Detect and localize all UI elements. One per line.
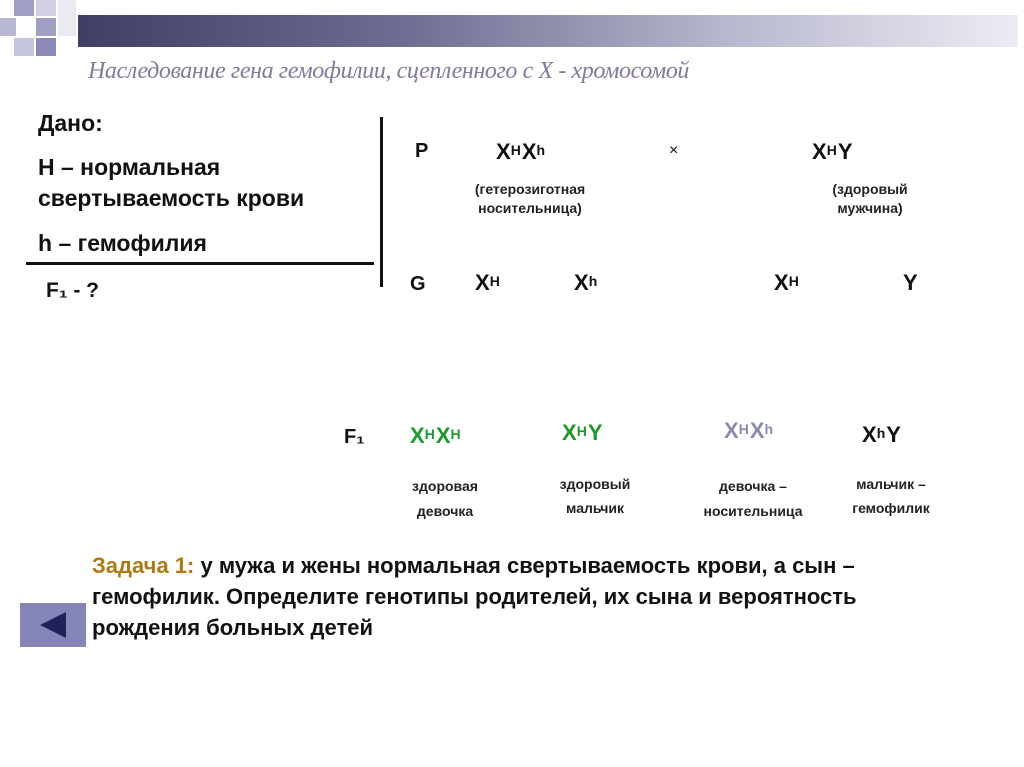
given-heading: Дано: bbox=[38, 110, 103, 136]
mother-genotype: $Х^НХ^h$ bbox=[496, 139, 546, 164]
deco-square bbox=[14, 38, 34, 56]
deco-square bbox=[36, 0, 56, 16]
father-description: (здоровый мужчина) bbox=[832, 181, 908, 216]
offspring-2-label: здоровый мальчик bbox=[559, 476, 631, 516]
deco-square bbox=[0, 18, 16, 36]
offspring-2-genotype: $Х^НY$ bbox=[562, 420, 603, 445]
task-text bbox=[92, 550, 912, 643]
given-line-3: h – гемофилия bbox=[38, 230, 207, 256]
given-divider bbox=[26, 262, 374, 265]
find-f1: F₁ - ? bbox=[46, 279, 100, 302]
p-label: Р bbox=[415, 140, 429, 162]
offspring-1-label: здоровая девочка bbox=[412, 478, 478, 519]
task-label: Задача 1: bbox=[92, 553, 195, 578]
deco-square bbox=[14, 0, 34, 16]
gamete-3: $Х^Н$ bbox=[774, 270, 799, 295]
given-line-2: свертываемость крови bbox=[38, 185, 305, 211]
father-genotype: $Х^НY$ bbox=[812, 139, 853, 164]
offspring-4-genotype: $Х^hY$ bbox=[862, 422, 901, 447]
task-body: у мужа и жены нормальная свертываемость крови, а сын – гемофилик. Определите генотипы родителей, их сына и вероятность рождения больных детей bbox=[92, 553, 857, 640]
slide-title: Наследование гена гемофилии, сцепленного с Х - хромосомой bbox=[88, 58, 690, 84]
offspring-3-label: девочка – носительница bbox=[703, 478, 803, 519]
deco-square bbox=[58, 0, 76, 36]
mother-description: (гетерозиготная носительница) bbox=[474, 181, 586, 216]
deco-square bbox=[36, 18, 56, 36]
given-line-1: Н – нормальная bbox=[38, 154, 221, 180]
gamete-2: $Х^h$ bbox=[574, 270, 598, 295]
deco-square bbox=[36, 38, 56, 56]
gamete-4: Y bbox=[903, 270, 918, 295]
back-arrow-icon bbox=[40, 612, 66, 638]
offspring-4-label: мальчик – гемофилик bbox=[852, 476, 930, 516]
cross-symbol: × bbox=[669, 142, 679, 159]
header-gradient-bar bbox=[78, 15, 1018, 47]
back-button[interactable] bbox=[20, 603, 86, 647]
f1-label: F₁ bbox=[344, 426, 365, 448]
offspring-1-genotype: $Х^НХ^Н$ bbox=[410, 423, 461, 448]
gamete-1: $Х^Н$ bbox=[475, 270, 500, 295]
g-label: G bbox=[410, 273, 426, 295]
offspring-3-genotype: $Х^НХ^h$ bbox=[724, 418, 774, 443]
vertical-divider bbox=[380, 117, 383, 287]
